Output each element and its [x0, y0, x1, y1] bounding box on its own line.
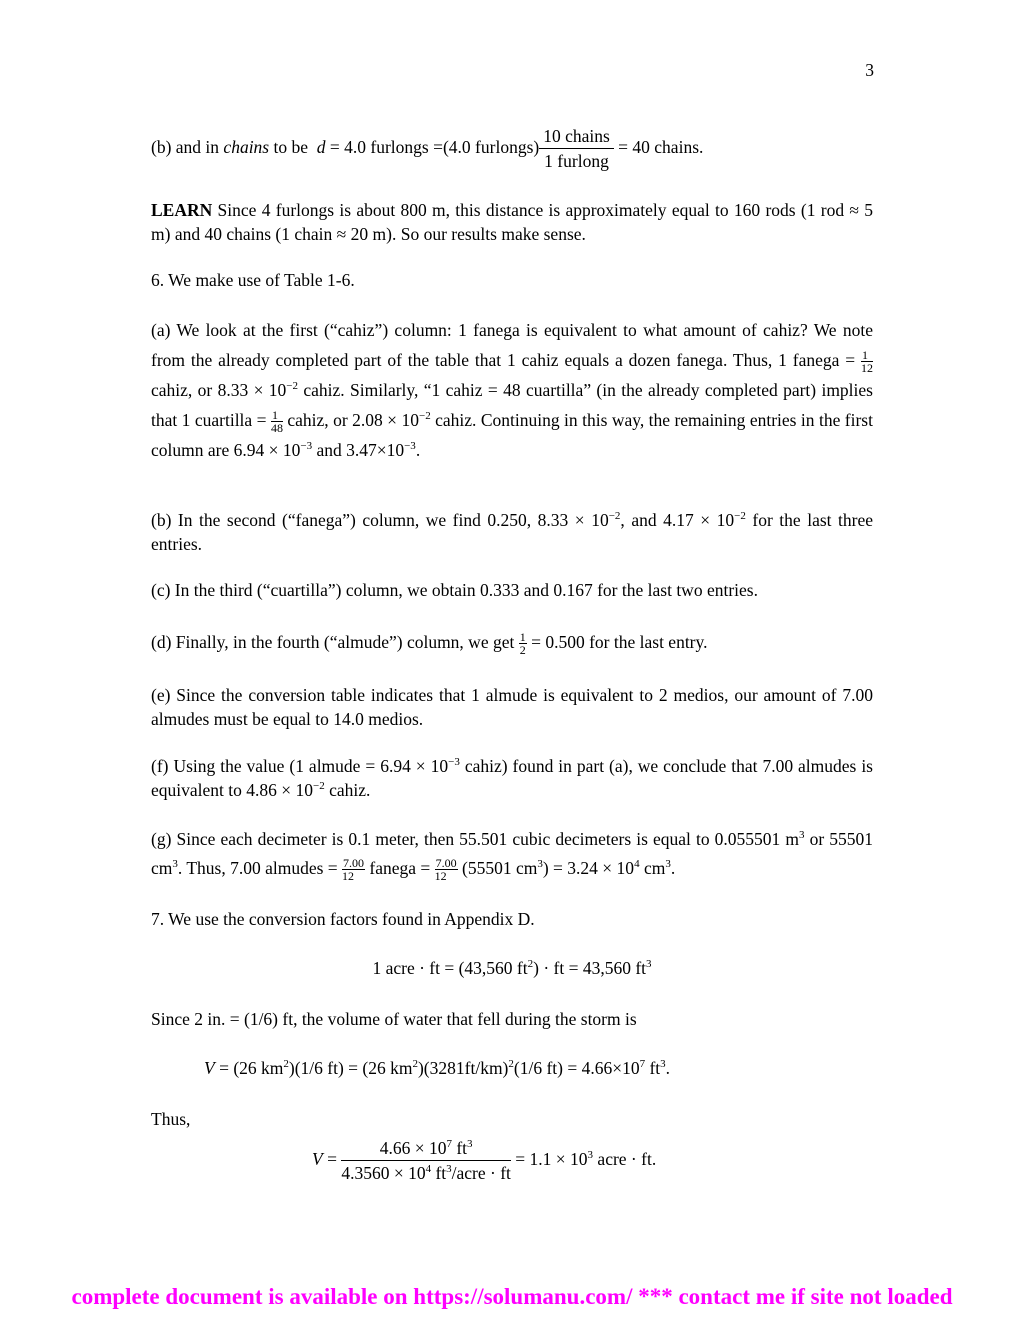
frac-den: 2	[519, 643, 526, 658]
frac-den: 12	[861, 361, 873, 376]
v-eq-text-1: = (26 km	[214, 1058, 284, 1078]
problem-7-since: Since 2 in. = (1/6) ft, the volume of water that fell during the storm is	[151, 1009, 637, 1029]
exp: 3	[467, 1138, 473, 1151]
learn-paragraph	[151, 199, 873, 246]
den-text-2: ft	[431, 1163, 447, 1184]
final-eq-sign: =	[322, 1149, 342, 1169]
problem-6c: (c) In the third (“cuartilla”) column, we obtain 0.333 and 0.167 for the last two entries.	[151, 580, 758, 600]
exp: 3	[660, 1058, 666, 1071]
acre-foot-equation	[151, 957, 873, 981]
exp: −2	[313, 779, 325, 792]
learn-text-2: ) and 40 chains (	[164, 223, 282, 244]
exp: 2	[412, 1058, 418, 1071]
chains-word: chains	[223, 137, 270, 157]
thus-line: Thus,	[151, 1109, 191, 1129]
fraction-1-2	[519, 631, 527, 656]
p6f-text-1: (f) Using the value (1 almude = 6.94 × 10	[151, 756, 449, 776]
p6g-text-1: (g) Since each decimeter is 0.1 meter, then 55.501 cubic decimeters is equal to 0.055501 m	[151, 829, 799, 849]
num-text-2: ft	[451, 1138, 468, 1159]
fraction-7-12-a	[342, 857, 365, 882]
p6a-text-3: cahiz. Similarly, “1 cahiz = 48 cuartilla” (in the already completed part) implies that 1 cuartilla =	[151, 380, 873, 430]
part-b-paren: (4.0 furlongs)	[442, 137, 540, 157]
exp: −2	[608, 510, 621, 523]
p6a-text-2: cahiz, or 8.33 × 10	[151, 380, 287, 400]
problem-6-intro: 6. We make use of Table 1-6.	[151, 270, 355, 290]
final-fraction-num	[341, 1136, 511, 1161]
exp: −2	[734, 510, 746, 523]
p6d-text-2: = 0.500 for the last entry.	[526, 632, 708, 652]
part-b-result: = 40 chains.	[613, 137, 704, 157]
problem-6a	[151, 315, 873, 465]
learn-chain: 1 chain ≈ 20 m	[281, 223, 387, 244]
exp: −3	[404, 440, 416, 453]
p6a-text-7: .	[415, 440, 421, 460]
p6a-text-4: cahiz, or 2.08 × 10	[282, 410, 419, 430]
acre-eq-text-1: 1 acre · ft = (43,560 ft	[372, 958, 528, 978]
problem-6g	[151, 825, 873, 883]
p6f-text-3: cahiz.	[324, 779, 371, 800]
exp: −3	[300, 440, 313, 453]
frac-num: 1	[861, 349, 873, 362]
volume-equation	[204, 1057, 864, 1081]
exp: 3	[665, 858, 671, 871]
final-equation	[312, 1132, 832, 1186]
final-result-2: acre · ft.	[593, 1149, 657, 1169]
page-number: 3	[865, 60, 874, 80]
den-text-3: /acre · ft	[451, 1163, 511, 1184]
var-v: V	[312, 1149, 323, 1169]
exp: 7	[639, 1058, 646, 1071]
p6g-text-4: fanega =	[365, 858, 435, 878]
exp: 3	[646, 958, 652, 971]
p6a-text-1: (a) We look at the first (“cahiz”) column: 1 fanega is equivalent to what amount of cahiz? We note from the already completed part of the table that 1 cahiz equals a dozen fanega. Thus, 1 fanega =	[151, 320, 873, 370]
exp: −3	[448, 756, 460, 769]
p6g-text-8: .	[670, 858, 676, 878]
frac-den: 12	[434, 869, 447, 884]
learn-rod: 1 rod ≈ 5 m	[151, 200, 873, 244]
frac-den: 12	[342, 869, 355, 884]
p6g-text-7: cm	[639, 858, 666, 878]
p6f-text-2: cahiz) found in part (a), we conclude that 7.00 almudes is equivalent to 4.86 × 10	[151, 756, 873, 800]
var-v: V	[204, 1058, 215, 1078]
p6b-text-2: , and 4.17 × 10	[620, 510, 735, 530]
footer-link-banner[interactable]: complete document is available on https://solumanu.com/ *** contact me if site not loaded	[71, 1284, 953, 1309]
num-text-1: 4.66 × 10	[379, 1138, 447, 1159]
part-b-prefix: (b) and in	[151, 137, 224, 157]
p6g-text-5: (55501 cm	[457, 858, 538, 878]
chains-fraction	[539, 124, 614, 173]
v-eq-text-4: (1/6 ft) = 4.66×10	[513, 1058, 640, 1078]
problem-6f	[151, 755, 873, 802]
problem-6d	[151, 627, 873, 657]
final-fraction-den	[341, 1161, 511, 1185]
exp: 2	[508, 1058, 514, 1071]
exp: −2	[418, 410, 431, 423]
frac-num: 7.00	[343, 856, 365, 871]
fraction-7-12-b	[435, 857, 458, 882]
p6d-text-1: (d) Finally, in the fourth (“almude”) column, we get	[151, 632, 519, 652]
v-eq-text-5: ft	[645, 1058, 661, 1078]
p6a-text-5: cahiz. Continuing in this way, the remaining entries in the first column are 6.94 × 10	[151, 410, 873, 460]
p6g-text-6: ) = 3.24 × 10	[542, 858, 635, 878]
part-b-mid: to be	[269, 137, 309, 157]
exp: 3	[446, 1163, 452, 1176]
learn-label: LEARN	[151, 200, 213, 220]
p6a-text-6: and 3.47×10	[312, 440, 405, 460]
exp: 3	[799, 829, 805, 842]
exp: 3	[172, 858, 178, 871]
den-text-1: 4.3560 × 10	[341, 1163, 426, 1184]
v-eq-text-3: )(3281ft/km)	[417, 1058, 509, 1078]
var-d: d	[316, 137, 326, 157]
v-eq-text-2: )(1/6 ft) = (26 km	[288, 1058, 413, 1078]
problem-6b	[151, 509, 873, 556]
p6g-text-2: or 55501 cm	[151, 829, 873, 878]
learn-text-3: ). So our results make sense.	[386, 223, 586, 244]
exp: 3	[537, 858, 543, 871]
p6b-text-1: (b) In the second (“fanega”) column, we find 0.250, 8.33 × 10	[151, 510, 609, 530]
exp: 4	[634, 858, 640, 871]
learn-text-1: Since 4 furlongs is about 800 m, this distance is approximately equal to 160 rods (	[212, 200, 807, 220]
v-eq-text-6: .	[665, 1058, 671, 1078]
exp: 7	[446, 1138, 452, 1151]
acre-eq-text-2: ) · ft = 43,560 ft	[533, 958, 647, 978]
problem-6e: (e) Since the conversion table indicates that 1 almude is equivalent to 2 medios, our amount of 7.00 almudes must be equal to 14.0 medios.	[151, 685, 873, 729]
exp: 2	[527, 958, 534, 971]
chains-fraction-den: 1 furlong	[544, 151, 609, 172]
exp: −2	[286, 380, 299, 393]
frac-num: 1	[519, 630, 526, 645]
p6g-text-3: . Thus, 7.00 almudes =	[177, 858, 343, 878]
problem-7-intro: 7. We use the conversion factors found in Appendix D.	[151, 909, 535, 929]
frac-num: 1	[271, 409, 283, 422]
fraction-1-12	[861, 349, 873, 374]
p6b-text-3: for the last three entries.	[151, 510, 873, 554]
exp: 4	[425, 1163, 432, 1176]
frac-den: 48	[270, 421, 283, 436]
fraction-1-48	[271, 409, 283, 434]
final-result-1: = 1.1 × 10	[510, 1149, 588, 1169]
exp: 2	[283, 1058, 289, 1071]
part-b-chains-line	[151, 121, 873, 173]
part-b-eq1: = 4.0 furlongs =	[325, 137, 443, 157]
frac-num: 7.00	[435, 856, 457, 871]
exp: 3	[587, 1149, 594, 1162]
final-fraction	[341, 1136, 511, 1185]
chains-fraction-num: 10 chains	[539, 124, 614, 149]
